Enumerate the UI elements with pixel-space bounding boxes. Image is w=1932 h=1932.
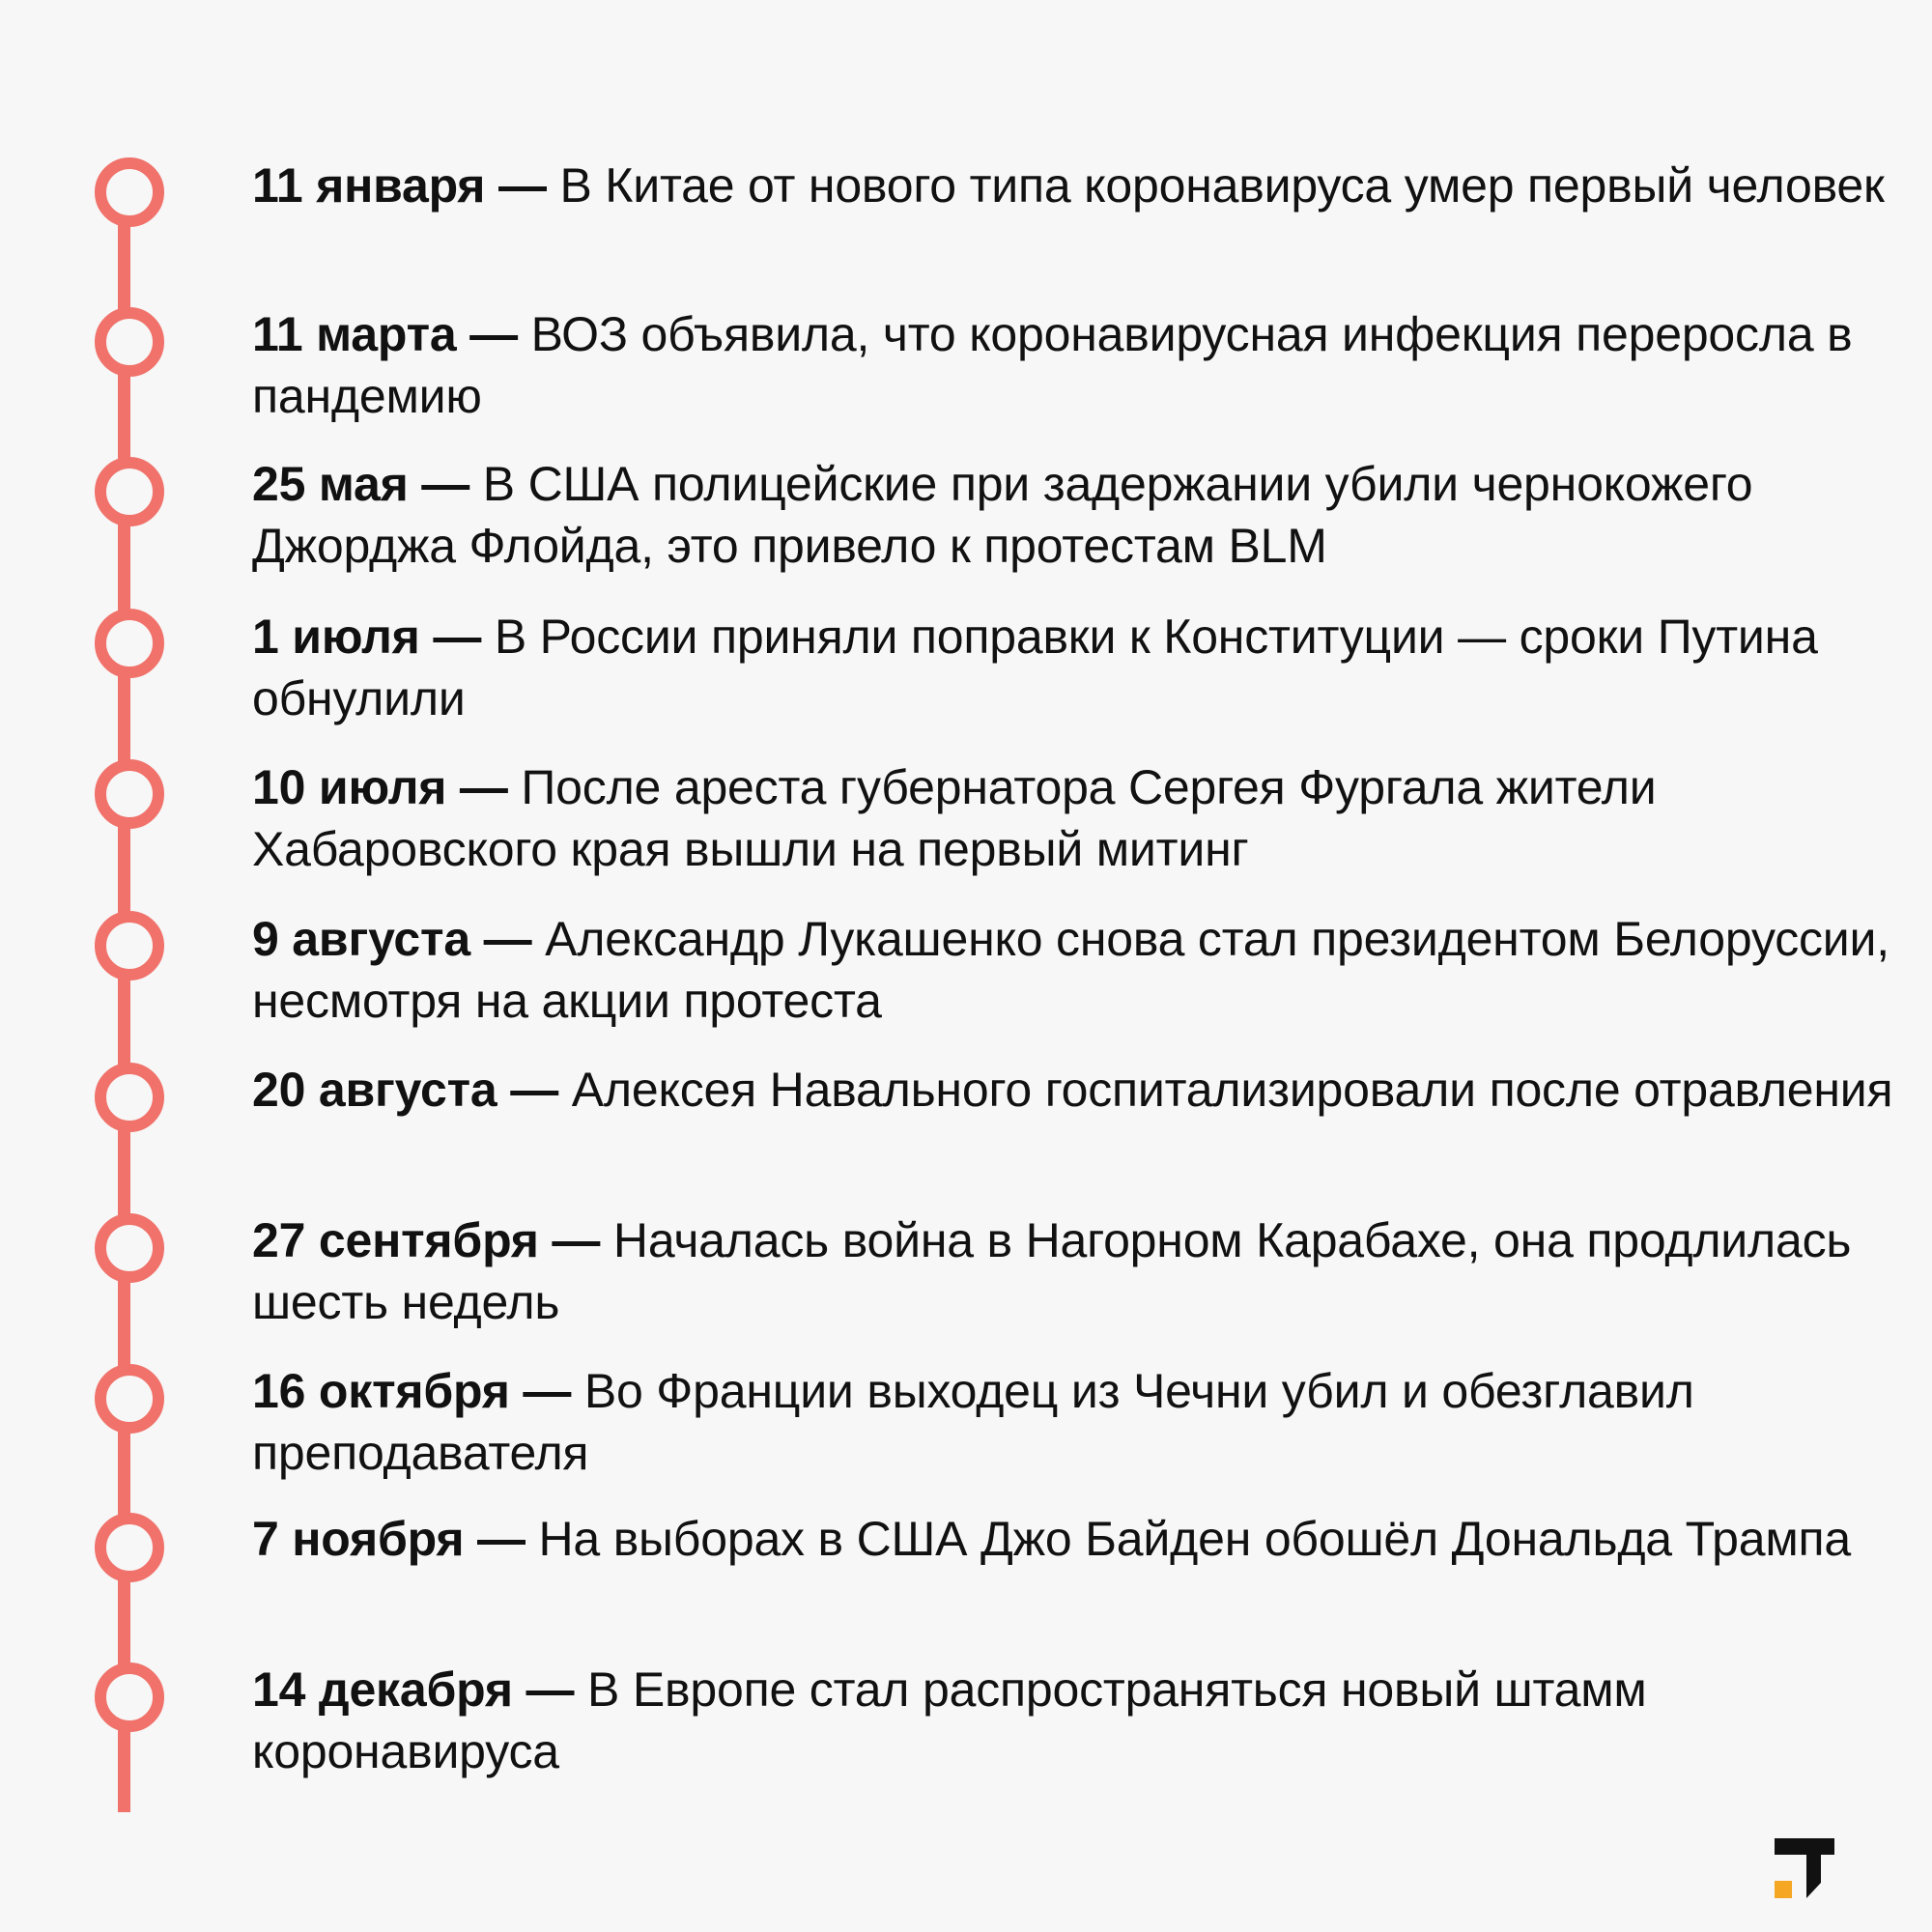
event-marker: [95, 157, 164, 227]
event-date: 16 октября —: [252, 1364, 572, 1418]
event-text: Алексея Навального госпитализировали после отравления: [558, 1063, 1893, 1117]
event-marker: [95, 759, 164, 829]
event-marker: [95, 1364, 164, 1434]
event-date: 10 июля —: [252, 760, 508, 814]
event-text: В Китае от нового типа коронавируса умер первый человек: [546, 158, 1885, 213]
event-marker: [95, 911, 164, 980]
event-text: В США полицейские при задержании убили чернокожего Джорджа Флойда, это привело к протестам BLM: [252, 457, 1753, 573]
event-date: 27 сентября —: [252, 1213, 601, 1267]
event-text: После ареста губернатора Сергея Фургала жители Хабаровского края вышли на первый митинг: [252, 760, 1657, 876]
event-marker: [95, 1662, 164, 1732]
event-marker: [95, 307, 164, 377]
timeline-event: [252, 155, 1894, 216]
timeline-event: [252, 1659, 1894, 1782]
event-marker: [95, 1213, 164, 1283]
event-date: 11 марта —: [252, 307, 518, 361]
timeline-event: [252, 303, 1894, 427]
timeline-event: [252, 453, 1894, 577]
event-date: 9 августа —: [252, 912, 532, 966]
event-marker: [95, 457, 164, 526]
event-text: В России приняли поправки к Конституции — сроки Путина обнулили: [252, 610, 1818, 725]
event-marker: [95, 609, 164, 678]
event-date: 25 мая —: [252, 457, 470, 511]
timeline-event: [252, 1360, 1894, 1484]
event-date: 11 января —: [252, 158, 547, 213]
event-date: 1 июля —: [252, 610, 482, 664]
event-date: 14 декабря —: [252, 1662, 575, 1717]
tj-logo-icon: [1775, 1838, 1834, 1898]
timeline-event: [252, 1508, 1894, 1570]
event-text: Началась война в Нагорном Карабахе, она продлилась шесть недель: [252, 1213, 1852, 1329]
timeline-event: [252, 1059, 1894, 1121]
event-text: На выборах в США Джо Байден обошёл Дональда Трампа: [525, 1512, 1852, 1566]
timeline-event: [252, 606, 1894, 729]
event-text: ВОЗ объявила, что коронавирусная инфекция переросла в пандемию: [252, 307, 1853, 423]
timeline-event: [252, 1209, 1894, 1333]
timeline-event: [252, 908, 1894, 1032]
event-text: В Европе стал распространяться новый штамм коронавируса: [252, 1662, 1647, 1778]
event-text: Александр Лукашенко снова стал президентом Белоруссии, несмотря на акции протеста: [252, 912, 1889, 1028]
event-marker: [95, 1513, 164, 1582]
event-text: Во Франции выходец из Чечни убил и обезглавил преподавателя: [252, 1364, 1694, 1480]
event-marker: [95, 1063, 164, 1132]
timeline-event: [252, 756, 1894, 880]
event-date: 7 ноября —: [252, 1512, 526, 1566]
event-date: 20 августа —: [252, 1063, 559, 1117]
